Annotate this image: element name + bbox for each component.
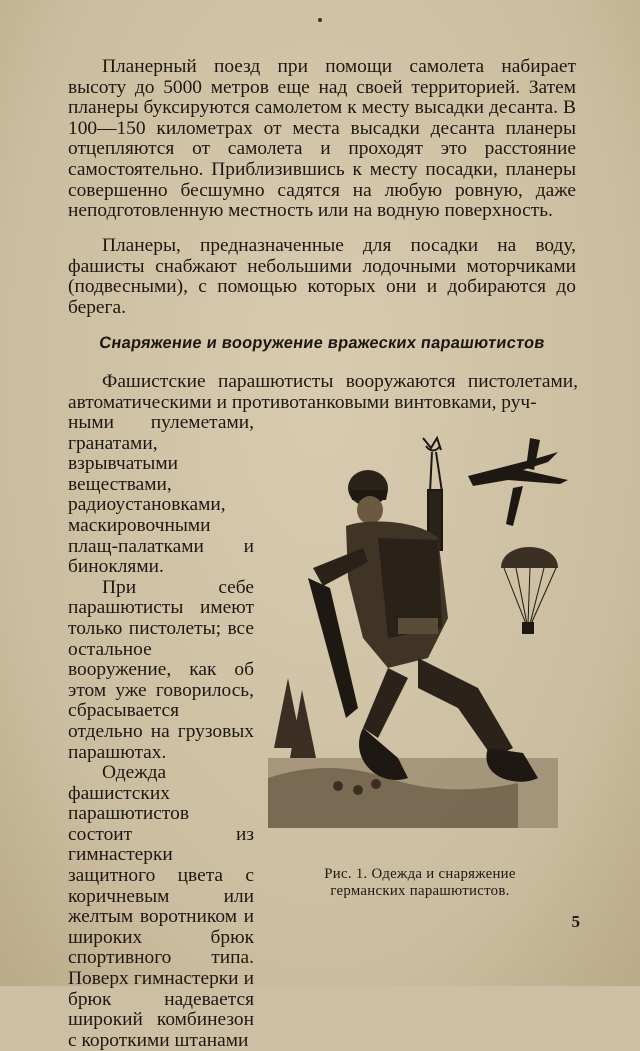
section-heading: Снаряжение и вооружение вражеских парашютистов xyxy=(98,334,547,352)
soldier-figure xyxy=(308,470,538,782)
caption-line: германских парашютистов. xyxy=(330,883,510,899)
paratrooper-illustration xyxy=(268,428,568,856)
paragraph-text: Фашистские парашютисты вооружаются пистолетами, автоматическими и противотанковыми винтовками, руч- xyxy=(68,371,578,413)
paragraph-armament-rest: ными пулеметами, гранатами, взрывчатыми веществами, радиоустановками, маскировочными плащ-палатками и биноклями. xyxy=(68,412,254,578)
narrow-text-column xyxy=(68,413,254,1051)
paragraph-text: Планерный поезд при помощи самолета набирает высоту до 5000 метров еще над своей территорией. Затем планеры буксируются самолетом к месту высадки десанта. В 100—150 километрах от места высадки десанта планеры отцепляются от самолета и проходят это расстояние самостоятельно. Приблизившись к месту посадки, планеры совершенно бесшумно садятся на любую ровную, даже неподготовленную местность или на водную поверхность. xyxy=(68,56,576,222)
paragraph-clothing: Одежда фашистских парашютистов состоит из гимнастерки защитного цвета с коричневым или желтым воротником и широких брюк спортивного типа. Поверх гимнастерки и брюк надевается широкий комбинезон с короткими штанами xyxy=(68,762,254,1051)
aircraft-icon xyxy=(468,438,568,526)
paragraph-armament-intro xyxy=(68,371,578,413)
paragraph-personal-weapons: При себе парашютисты имеют только пистолеты; все остальное вооружение, как об этом уже говорилось, сбрасывается отдельно на грузовых парашютах. xyxy=(68,576,254,763)
page-speck xyxy=(318,18,322,22)
caption-line: Рис. 1. Одежда и снаряжение xyxy=(324,866,516,882)
figure-caption xyxy=(280,866,560,900)
page-number: 5 xyxy=(571,912,580,931)
paragraph-text: Планеры, предназначенные для посадки на воду, фашисты снабжают небольшими лодочными моторчиками (подвесными), с помощью которых они и добираются до берега. xyxy=(68,235,576,318)
parachute-icon xyxy=(501,547,558,634)
paragraph-gliders-water xyxy=(68,236,576,318)
paragraph-glider-train xyxy=(68,57,576,222)
